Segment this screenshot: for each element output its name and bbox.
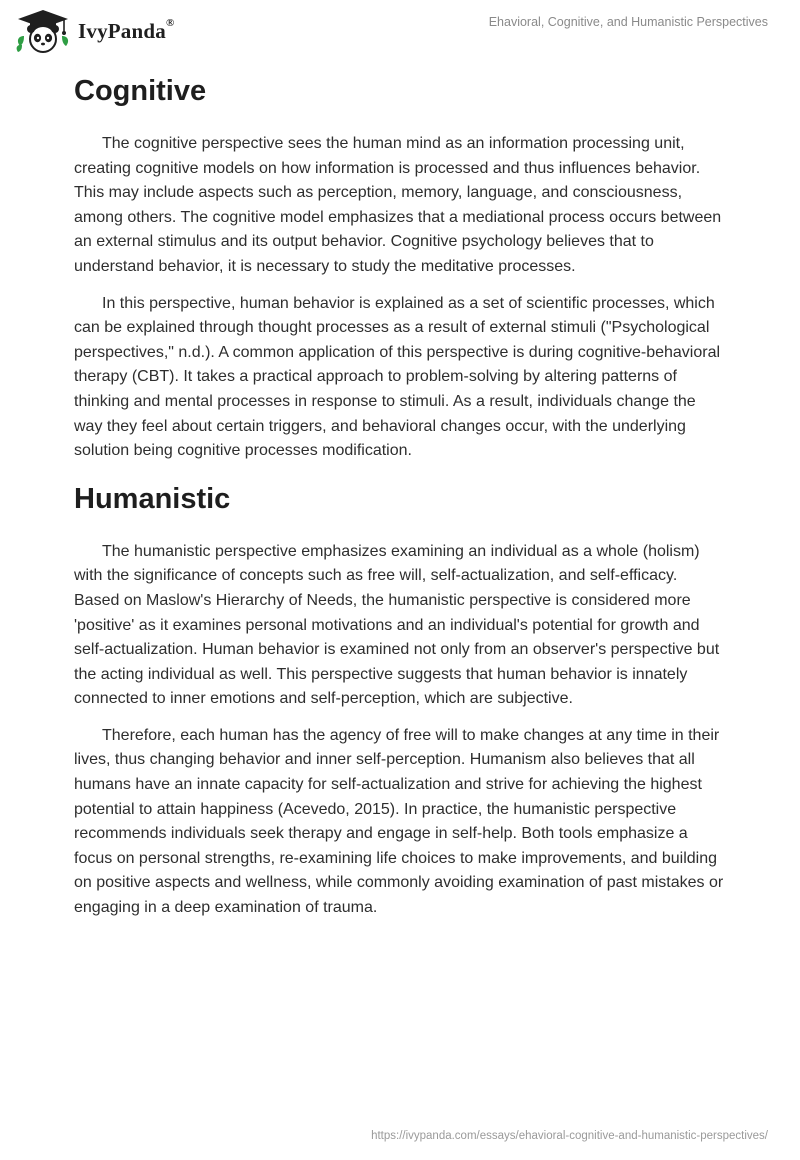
- section-heading-cognitive: Cognitive: [74, 75, 207, 107]
- registered-mark: ®: [165, 16, 175, 29]
- page-header: [0, 0, 800, 62]
- paragraph: Therefore, each human has the agency of free will to make changes at any time in their lives, thus changing behavior and inner self-perception. Humanism also believes that all humans have an innate capacity for self-actualization and strive for achieving the highest potential to attain happiness (Acevedo, 2015). In practice, the humanistic perspective recommends individuals seek therapy and engage in self-help. Both tools emphasize a focus on personal strengths, re-examining life choices to make improvements, and building on positive aspects and wellness, while commonly avoiding examination of past mistakes or engaging in a deep examination of trauma.: [74, 726, 724, 917]
- brand-logo[interactable]: [14, 8, 174, 54]
- document-title: Ehavioral, Cognitive, and Humanistic Perspectives: [488, 15, 768, 29]
- paragraph: In this perspective, human behavior is explained as a set of scientific processes, which can be explained through thought processes as a result of external stimuli ("Psychological perspectives," n.d.). A common application of this perspective is during cognitive-behavioral therapy (CBT). It takes a practical approach to problem-solving by altering patterns of thinking and mental processes in response to stimuli. As a result, individuals change the way they feel about certain triggers, and behavioral changes occur, with the underlying solution being cognitive processes modification.: [74, 294, 721, 460]
- panda-logo-icon: [14, 8, 72, 54]
- brand-name: IvyPanda®: [78, 16, 175, 43]
- source-url[interactable]: https://ivypanda.com/essays/ehavioral-cognitive-and-humanistic-perspectives/: [371, 1130, 768, 1142]
- essay-content: [74, 72, 726, 921]
- paragraph: The humanistic perspective emphasizes examining an individual as a whole (holism) with the significance of concepts such as free will, self-actualization, and self-efficacy. Based on Maslow's Hierarchy of Needs, the humanistic perspective is considered more 'positive' as it examines personal motivations and an individual's potential for growth and self-actualization. Human behavior is examined not only from an observer's perspective but the acting individual as well. This perspective suggests that human behavior is innately connected to inner emotions and self-perception, which are subjective.: [74, 542, 720, 708]
- paragraph: The cognitive perspective sees the human mind as an information processing unit, creating cognitive models on how information is processed and thus influences behavior. This may include aspects such as perception, memory, language, and consciousness, among others. The cognitive model emphasizes that a mediational process occurs between an external stimulus and its output behavior. Cognitive psychology believes that to understand behavior, it is necessary to study the meditative processes.: [74, 135, 722, 275]
- section-heading-humanistic: Humanistic: [74, 482, 231, 515]
